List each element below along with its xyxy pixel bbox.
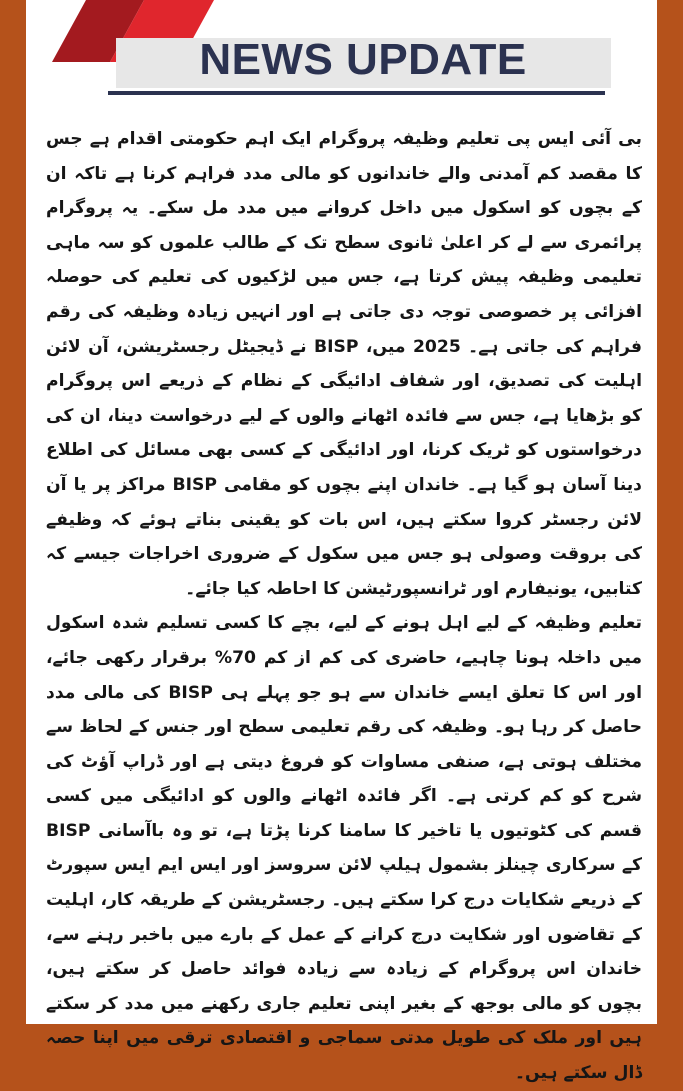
article-paragraph: تعلیم وظیفہ کے لیے اہل ہونے کے لیے، بچے کا کسی تسلیم شدہ اسکول میں داخلہ ہونا چاہیے، حاضری کی کم از کم 70% برقرار رکھی جائے، اور اس کا تعلق ایسے خاندان سے ہو جو پہلے ہی BISP کی مالی مدد حاصل کر رہا ہو۔ وظیفہ کی رقم تعلیمی سطح اور جنس کے لحاظ سے مختلف ہوتی ہے، صنفی مساوات کو فروغ دیتی ہے اور ڈراپ آؤٹ کی شرح کو کم کرتی ہے۔ اگر فائدہ اٹھانے والوں کو ادائیگی میں کسی قسم کی کٹوتیوں یا تاخیر کا سامنا کرنا پڑتا ہے، تو وہ باآسانی BISP کے سرکاری چینلز بشمول ہیلپ لائن سروسز اور ایس ایم ایس سپورٹ کے ذریعے شکایات درج کرا سکتے ہیں۔ رجسٹریشن کے طریقہ کار، اہلیت کے تقاضوں اور شکایت درج کرانے کے عمل کے بارے میں باخبر رہنے سے، خاندان اس پروگرام کے زیادہ سے زیادہ فوائد حاصل کر سکتے ہیں، بچوں کو مالی بوجھ کے بغیر اپنی تعلیم جاری رکھنے میں مدد کر سکتے ہیں اور ملک کی طویل مدتی سماجی و اقتصادی ترقی میں اپنا حصہ ڈال سکتے ہیں۔ (46, 613, 642, 1084)
title-underline (108, 91, 605, 95)
news-banner (26, 0, 657, 100)
article-paragraph: بی آئی ایس پی تعلیم وظیفہ پروگرام ایک اہم حکومتی اقدام ہے جس کا مقصد کم آمدنی والے خاندانوں کو مالی مدد فراہم کرنا ہے تاکہ ان کے بچوں کو اسکول میں داخل کروانے میں مدد مل سکے۔ یہ پروگرام پرائمری سے لے کر اعلیٰ ثانوی سطح تک کے طالب علموں کو سہ ماہی تعلیمی وظیفہ پیش کرتا ہے، جس میں لڑکیوں کی تعلیم کی حوصلہ افزائی پر خصوصی توجہ دی جاتی ہے اور انہیں زیادہ وظیفہ کی رقم فراہم کی جاتی ہے۔ 2025 میں، BISP نے ڈیجیٹل رجسٹریشن، آن لائن اہلیت کی تصدیق، اور شفاف ادائیگی کے نظام کے ذریعے اس پروگرام کو بڑھایا ہے، جس سے فائدہ اٹھانے والوں کے لیے درخواست دینا، ان کی درخواستوں کو ٹریک کرنا، اور ادائیگی کے کسی بھی مسائل کی اطلاع دینا آسان ہو گیا ہے۔ خاندان اپنے بچوں کو مقامی BISP مراکز پر یا آن لائن رجسٹر کروا سکتے ہیں، اس بات کو یقینی بناتے ہوئے کہ وظیفے کی بروقت وصولی ہو جس میں سکول کے ضروری اخراجات جیسے کہ کتابیں، یونیفارم اور ٹرانسپورٹیشن کا احاطہ کیا جائے۔ (46, 129, 643, 599)
page-title: NEWS UPDATE (199, 35, 527, 84)
article-card (26, 0, 657, 1084)
article-body (46, 122, 642, 1091)
